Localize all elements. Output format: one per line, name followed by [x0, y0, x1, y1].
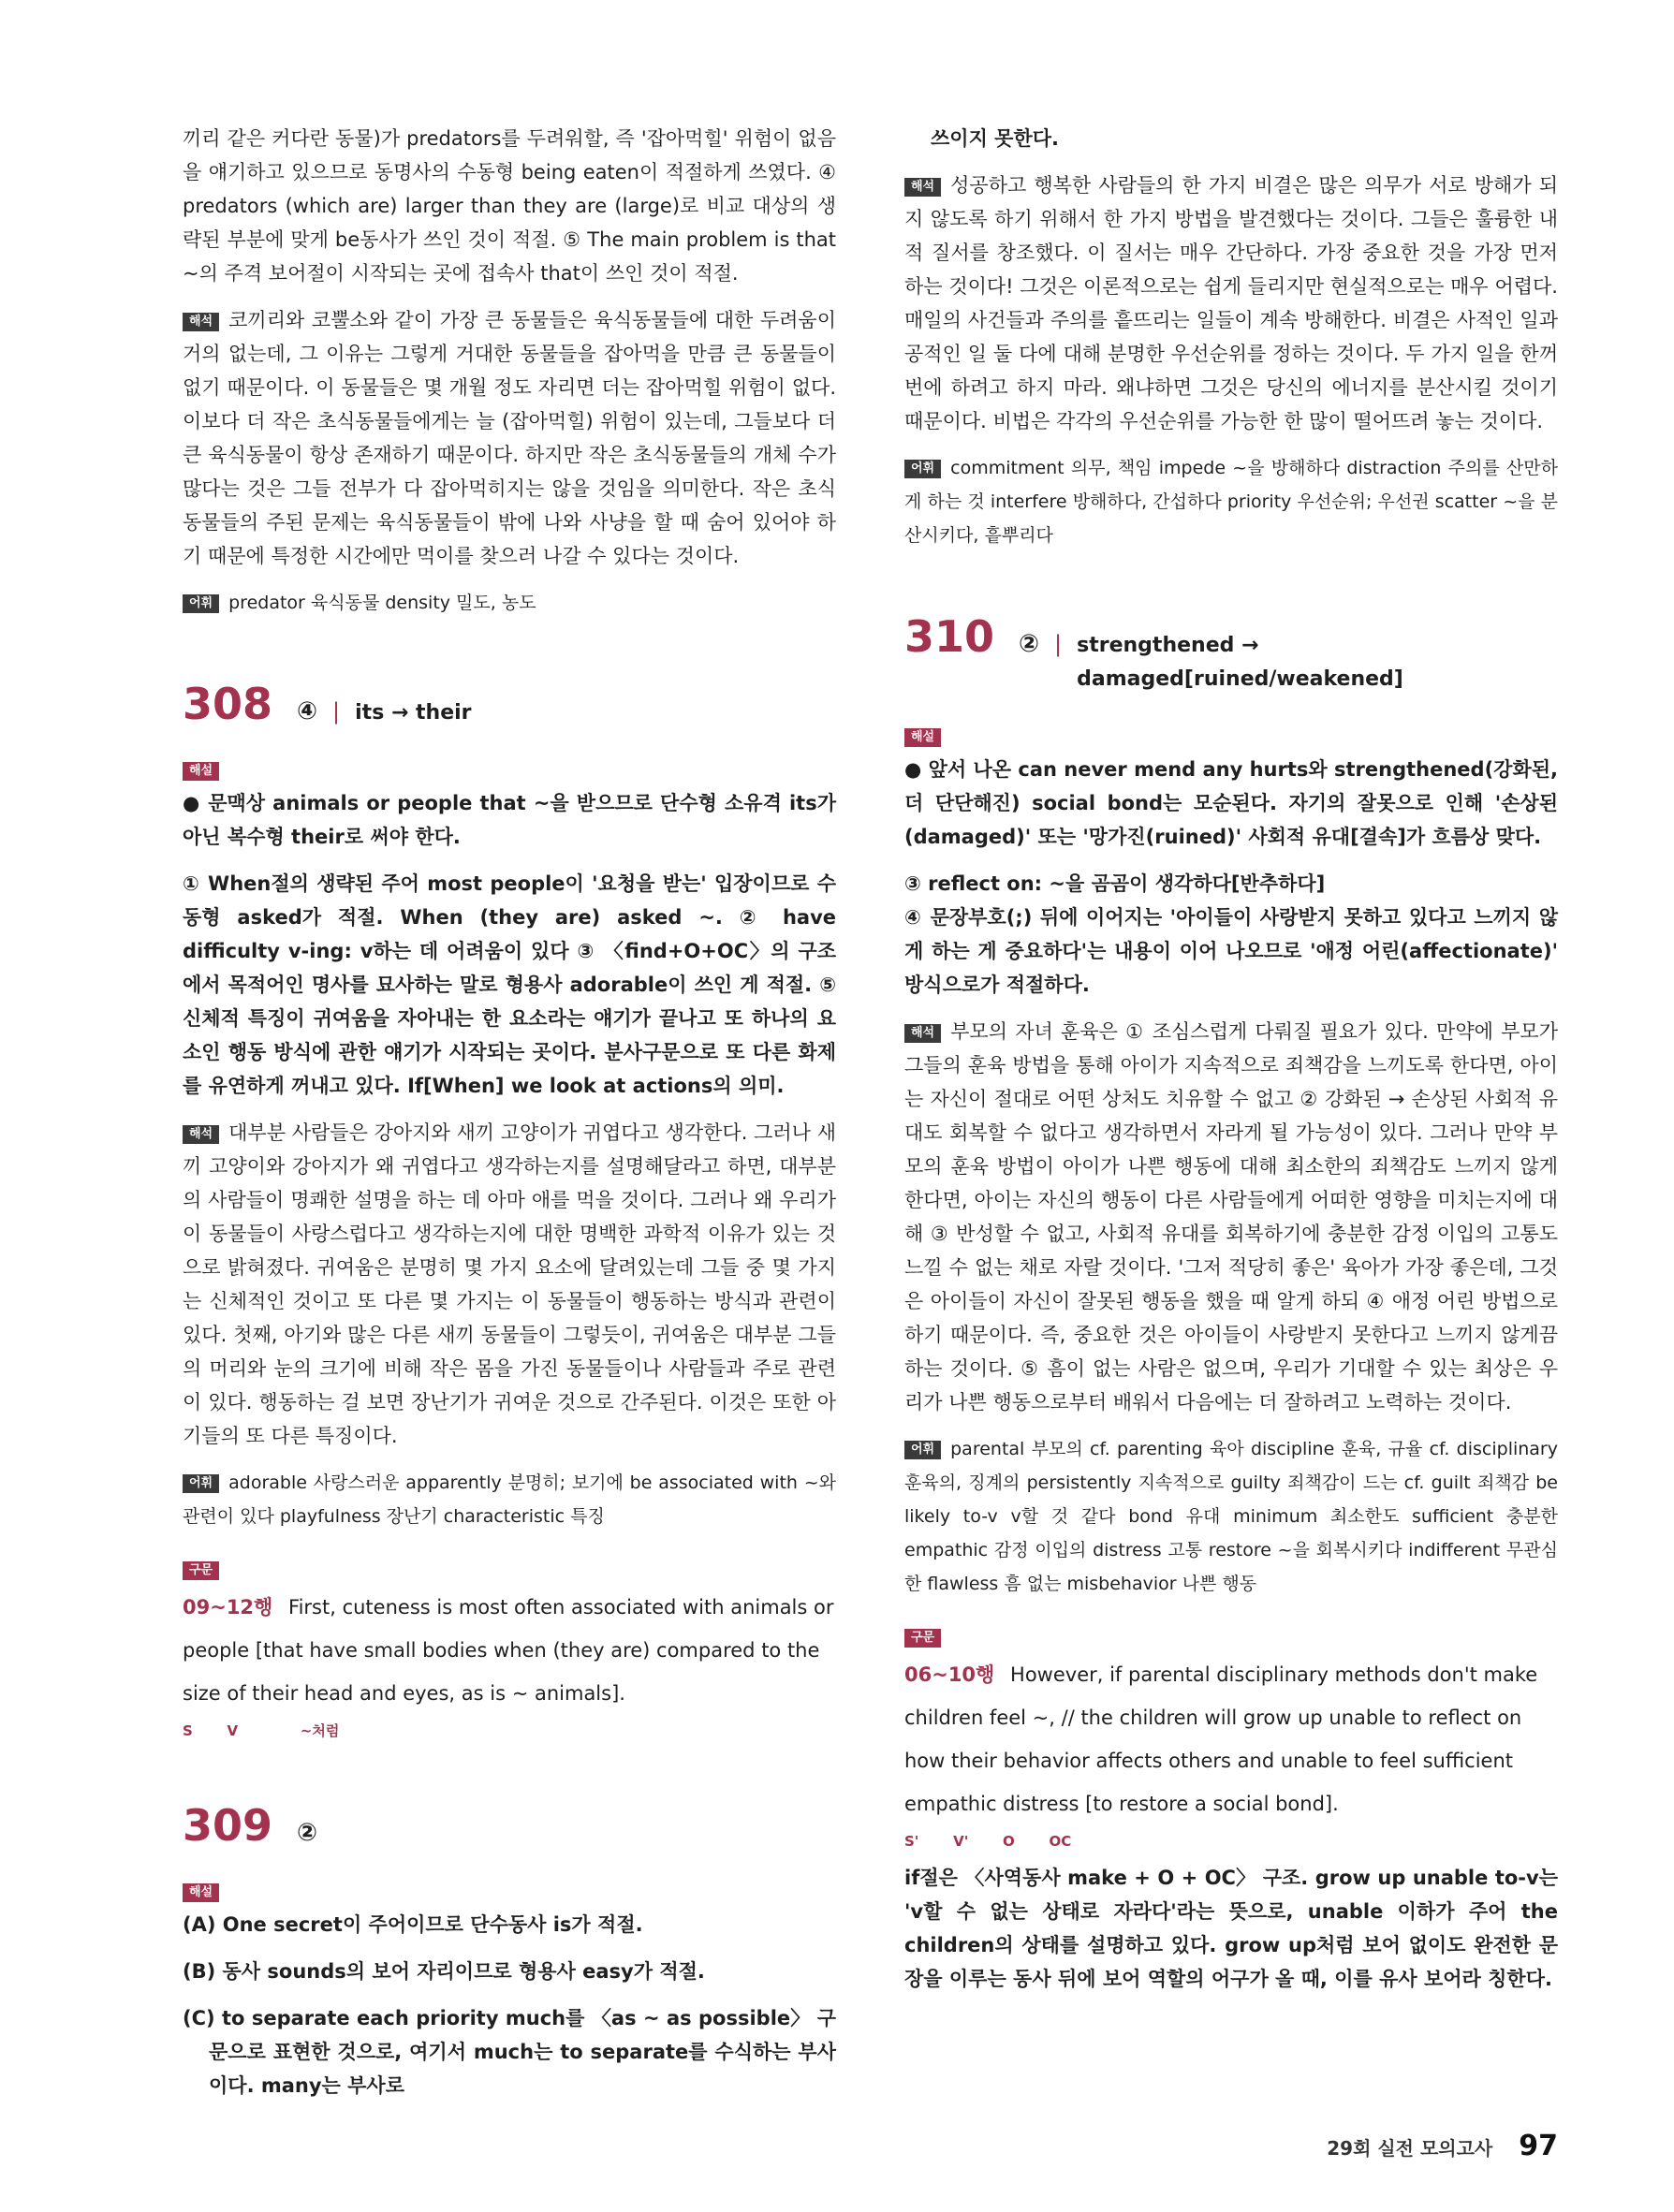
verb-mark: V: [227, 1722, 239, 1739]
intro-paragraph: 끼리 같은 커다란 동물)가 predators를 두려워할, 즉 '잡아먹힐' 위험이 없음을 얘기하고 있으므로 동명사의 수동형 being eaten이 적절하게 쓰였다. ④ predators (which are) larger than they are (large)로 비교 대상의 생략된 부분에 맞게 be동사가 쓰인 것이 적절. ⑤ The main problem is that ~의 주격 보어절이 시작되는 곳에 접속사 that이 쓰인 것이 적절.: [183, 127, 836, 285]
explanation-tag: 해설: [183, 762, 219, 781]
answer-mark: ②: [1019, 630, 1040, 658]
continuation-text: 쓰이지 못한다.: [931, 127, 1060, 150]
explanation-tag: 해설: [183, 1883, 219, 1902]
syntax-tag: 구문: [183, 1561, 219, 1580]
syntax-sentence: First, cuteness is most often associated with animals or people [that have small bodies when (they are) compared to the size of their head and eyes, as is ~ animals].: [183, 1596, 834, 1705]
translation-307: 해석 코끼리와 코뿔소와 같이 가장 큰 동물들은 육식동물들에 대한 두려움이 거의 없는데, 그 이유는 그렇게 거대한 동물들을 잡아먹을 만큼 큰 동물들이 없기 때문이다. 이 동물들은 몇 개월 정도 자리면 더는 잡아먹힐 위험이 없다. 이보다 더 작은 초식동물들에게는 늘 (잡아먹힐) 위험이 있는데, 그들보다 더 큰 육식동물이 항상 존재하기 때문이다. 하지만 작은 초식동물들의 개체 수가 많다는 것은 그들 전부가 다 잡아먹히지는 않을 것임을 의미한다. 작은 초식동물들의 주된 문제는 육식동물들이 밖에 나와 사냥을 할 때 숨어 있어야 하기 때문에 특정한 시간에만 먹이를 찾으러 나갈 수 있다는 것이다.: [183, 309, 836, 567]
vocab-310: 어휘 parental 부모의 cf. parenting 육아 discipline 훈육, 규율 cf. disciplinary 훈육의, 징계의 persistently 지속적으로 guilty 죄책감이 드는 cf. guilt 죄책감 be likely to-v v할 것 같다 bond 유대 minimum 최소한도 sufficient 충분한 empathic 감정 이입의 distress 고통 restore ~을 회복시키다 indifferent 무관심한 flawless 흠 없는 misbehavior 나쁜 행동: [904, 1439, 1558, 1594]
translation-tag: 해석: [904, 1024, 941, 1043]
explanation-308-detail: ① When절의 생략된 주어 most people이 '요청을 받는' 입장이므로 수동형 asked가 적절. When (they are) asked ~. ② have difficulty v-ing: v하는 데 어려움이 있다 ③ 〈find+O+OC〉의 구조에서 목적어인 명사를 묘사하는 말로 형용사 adorable이 쓰인 게 적절. ⑤ 신체적 특징이 귀여움을 자아내는 한 요소라는 얘기가 끝나고 또 하나의 요소인 행동 방식에 관한 얘기가 시작되는 곳이다. 분사구문으로 또 다른 화제를 유연하게 꺼내고 있다. If[When] we look at actions의 의미.: [183, 872, 836, 1097]
translation-308: 해석 대부분 사람들은 강아지와 새끼 고양이가 귀엽다고 생각한다. 그러나 새끼 고양이와 강아지가 왜 귀엽다고 생각하는지를 설명해달라고 하면, 대부분의 사람들이 명쾌한 설명을 하는 데 아마 애를 먹을 것이다. 그러나 왜 우리가 이 동물들이 사랑스럽다고 생각하는지에 대한 명백한 과학적 이유가 있는 것으로 밝혀졌다. 귀여움은 분명히 몇 가지 요소에 달려있는데 그들 중 몇 가지는 신체적인 것이고 또 다른 몇 가지는 이 동물들이 행동하는 방식과 관련이 있다. 첫째, 아기와 많은 다른 새끼 동물들이 그렇듯이, 귀여움은 대부분 그들의 머리와 눈의 크기에 비해 작은 몸을 가진 동물들이나 사람들과 주로 관련이 있다. 행동하는 걸 보면 장난기가 귀여운 것으로 간주된다. 이것은 또한 아기들의 또 다른 특징이다.: [183, 1121, 836, 1447]
section-header-308: [183, 678, 836, 730]
answer-mark: ②: [297, 1819, 318, 1847]
divider-bar: |: [1054, 631, 1063, 657]
vocab-tag: 어휘: [904, 1441, 941, 1459]
vocab-tag: 어휘: [183, 594, 219, 613]
divider-bar: |: [332, 698, 341, 725]
explanation-310-item4: ④ 문장부호(;) 뒤에 이어지는 '아이들이 사랑받지 못하고 있다고 느끼지 않게 하는 게 중요하다'는 내용이 이어 나오므로 '애정 어린(affectionate)' 방식으로가 적절하다.: [904, 906, 1558, 996]
explanation-310-item3: ③ reflect on: ~을 곰곰이 생각하다[반추하다]: [904, 872, 1326, 895]
correction: its → their: [355, 701, 472, 725]
question-number: 308: [183, 679, 273, 729]
explanation-309-c: (C) to separate each priority much를 〈as ~ as possible〉 구문으로 표현한 것으로, 여기서 much는 to separate를 수식하는 부사이다. many는 부사로: [183, 2007, 836, 2097]
vocab-tag: 어휘: [904, 460, 941, 478]
right-column: [904, 122, 1558, 2009]
vocab-tag: 어휘: [183, 1474, 219, 1493]
complement-mark: OC: [1049, 1833, 1072, 1850]
vocab-308: 어휘 adorable 사랑스러운 apparently 분명히; 보기에 be associated with ~와 관련이 있다 playfulness 장난기 characteristic 특징: [183, 1472, 836, 1527]
page-footer: [1327, 2130, 1558, 2165]
translation-tag: 해석: [183, 1125, 219, 1144]
explanation-309-b: (B) 동사 sounds의 보어 자리이므로 형용사 easy가 적절.: [183, 1960, 705, 1983]
object-mark: O: [1002, 1833, 1015, 1850]
translation-tag: 해석: [183, 313, 219, 331]
syntax-tag: 구문: [904, 1629, 941, 1648]
explanation-tag: 해설: [904, 728, 941, 747]
like-mark: ~처럼: [300, 1722, 340, 1739]
translation-309: 해석 성공하고 행복한 사람들의 한 가지 비결은 많은 의무가 서로 방해가 되지 않도록 하기 위해서 한 가지 방법을 발견했다는 것이다. 그들은 훌륭한 내적 질서를 창조했다. 이 질서는 매우 간단하다. 가장 중요한 것을 가장 먼저 하는 것이다! 그것은 이론적으로는 쉽게 들리지만 현실적으로는 매우 어렵다. 매일의 사건들과 주의를 흩뜨리는 일들이 계속 방해한다. 비결은 사적인 일과 공적인 일 둘 다에 대해 분명한 우선순위를 정하는 것이다. 두 가지 일을 한꺼번에 하려고 하지 마라. 왜냐하면 그것은 당신의 에너지를 분산시킬 것이기 때문이다. 비법은 각각의 우선순위를 가능한 한 많이 떨어뜨려 놓는 것이다.: [904, 174, 1558, 432]
left-column: [183, 122, 836, 2116]
section-header-309: [183, 1799, 836, 1852]
syntax-note-310: if절은 〈사역동사 make + O + OC〉 구조. grow up unable to-v는 'v할 수 없는 상태로 자라다'라는 뜻으로, unable 이하가 주어 the children의 상태를 설명하고 있다. grow up처럼 보어 없이도 완전한 문장을 이루는 동사 뒤에 보어 역할의 어구가 올 때, 이를 유사 보어라 칭한다.: [904, 1867, 1558, 1990]
section-header-310: [904, 610, 1558, 696]
translation-310: 해석 부모의 자녀 훈육은 ① 조심스럽게 다뤄질 필요가 있다. 만약에 부모가 그들의 훈육 방법을 통해 아이가 지속적으로 죄책감을 느끼도록 한다면, 아이는 자신이 절대로 어떤 상처도 치유할 수 없고 ② 강화된 → 손상된 사회적 유대도 회복할 수 없다고 생각하면서 자라게 될 가능성이 있다. 그러나 만약 부모의 훈육 방법이 아이가 나쁜 행동에 대해 최소한의 죄책감도 느끼지 않게 한다면, 아이는 자신의 행동이 다른 사람들에게 어떠한 영향을 미치는지에 대해 ③ 반성할 수 없고, 사회적 유대를 회복하기에 충분한 감정 이입의 고통도 느낄 수 없는 채로 자랄 것이다. '그저 적당히 좋은' 육아가 가장 좋은데, 그것은 아이들이 자신이 잘못된 행동을 했을 때 알게 하되 ④ 애정 어린 방법으로 하기 때문이다. 즉, 중요한 것은 아이들이 사랑받지 못한다고 느끼지 않게끔 하는 것이다. ⑤ 흠이 없는 사람은 없으며, 우리가 기대할 수 있는 최상은 우리가 나쁜 행동으로부터 배워서 다음에는 더 잘하려고 노력하는 것이다.: [904, 1020, 1558, 1414]
line-ref: 06~10행: [904, 1663, 995, 1686]
vocab-307: 어휘 predator 육식동물 density 밀도, 농도: [183, 586, 836, 620]
question-number: 310: [904, 611, 995, 662]
correction: strengthened → damaged[ruined/weakened]: [1077, 634, 1403, 691]
syntax-sentence: However, if parental disciplinary methods don't make children feel ~, // the children will grow up unable to reflect on how their behavior affects others and unable to feel sufficient empathic distress [to restore a social bond].: [904, 1663, 1538, 1815]
verb-mark: V': [953, 1833, 969, 1850]
subject-mark: S': [904, 1833, 919, 1850]
page-number: 97: [1519, 2130, 1558, 2162]
vocab-309: 어휘 commitment 의무, 책임 impede ~을 방해하다 distraction 주의를 산만하게 하는 것 interfere 방해하다, 간섭하다 priority 우선순위; 우선권 scatter ~을 분산시키다, 흩뿌리다: [904, 458, 1558, 546]
translation-tag: 해석: [904, 178, 941, 197]
syntax-310: [904, 1653, 1558, 1852]
syntax-308: [183, 1586, 836, 1741]
explanation-310-main: ● 앞서 나온 can never mend any hurts와 strengthened(강화된, 더 단단해진) social bond는 모순된다. 자기의 잘못으로 인해 '손상된(damaged)' 또는 '망가진(ruined)' 사회적 유대[결속]가 흐름상 맞다.: [904, 758, 1559, 848]
subject-mark: S: [183, 1722, 193, 1739]
line-ref: 09~12행: [183, 1596, 273, 1619]
explanation-309-a: (A) One secret이 주어이므로 단수동사 is가 적절.: [183, 1913, 643, 1936]
footer-title: 29회 실전 모의고사: [1327, 2137, 1493, 2160]
answer-mark: ④: [297, 697, 318, 725]
explanation-308-main: ● 문맥상 animals or people that ~을 받으므로 단수형 소유격 its가 아닌 복수형 their로 써야 한다.: [183, 792, 836, 848]
question-number: 309: [183, 1800, 273, 1851]
